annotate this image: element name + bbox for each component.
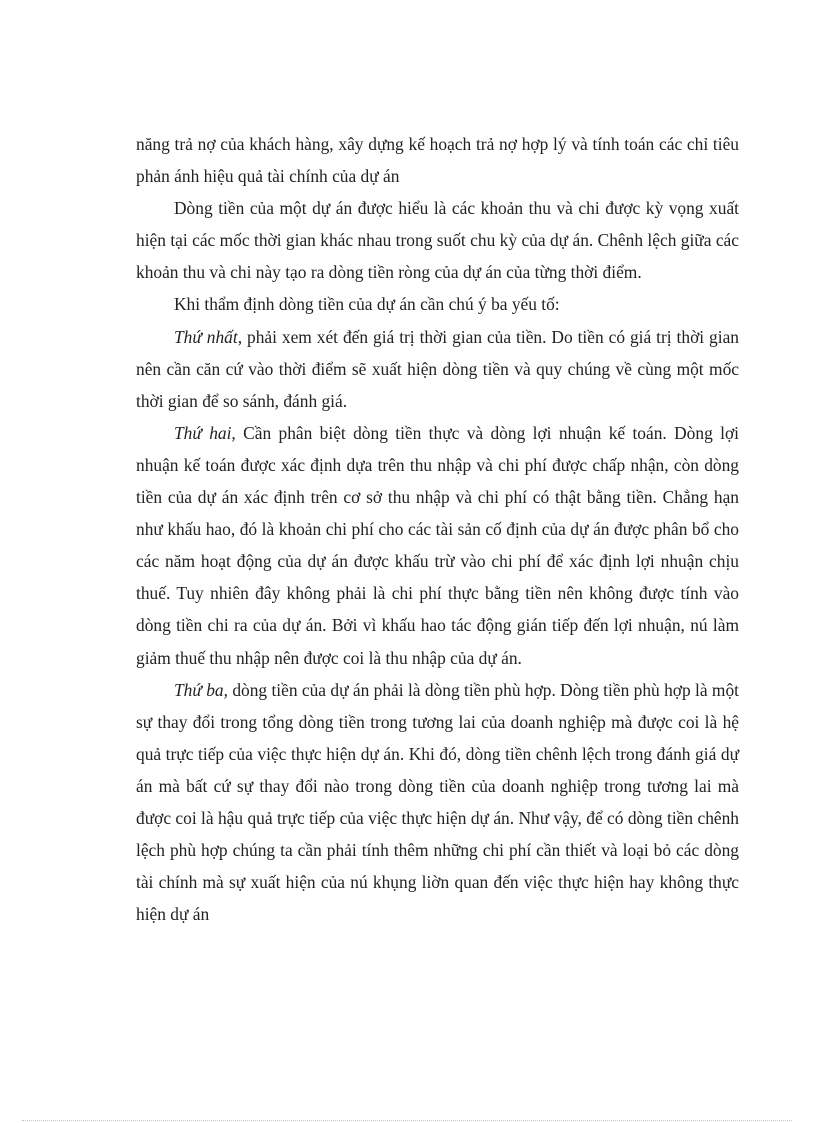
paragraph-text: Khi thẩm định dòng tiền của dự án cần chú ý ba yếu tố:: [174, 294, 560, 315]
paragraph-factor-second: [136, 417, 739, 674]
paragraph-continuation: [136, 128, 739, 192]
paragraph-lead: Thứ ba,: [174, 679, 228, 700]
paragraph-text: phải xem xét đến giá trị thời gian của tiền. Do tiền có giá trị thời gian nên cần căn cứ vào thời điểm sẽ xuất hiện dòng tiền và quy chúng về cùng một mốc thời gian để so sánh, đánh giá.: [136, 326, 739, 411]
paragraph-text: dòng tiền của dự án phải là dòng tiền phù hợp. Dòng tiền phù hợp là một sự thay đổi trong tổng dòng tiền trong tương lai của doanh nghiệp mà được coi là hệ quả trực tiếp của việc thực hiện dự án. Khi đó, dòng tiền chênh lệch trong đánh giá dự án mà bất cứ sự thay đổi nào trong dòng tiền của doanh nghiệp trong tương lai mà được coi là hậu quả trực tiếp của việc thực hiện dự án. Như vậy, để có dòng tiền chênh lệch phù hợp chúng ta cần phải tính thêm những chi phí cần thiết và loại bỏ các dòng tài chính mà sự xuất hiện của nú khụng liờn quan đến việc thực hiện hay không thực hiện dự án: [136, 679, 739, 925]
paragraph-factor-third: [136, 674, 739, 931]
paragraph-text: năng trả nợ của khách hàng, xây dựng kế hoạch trả nợ hợp lý và tính toán các chỉ tiêu phản ánh hiệu quả tài chính của dự án: [136, 134, 739, 187]
paragraph-lead: Thứ nhất,: [174, 326, 243, 347]
paragraph-text: Cần phân biệt dòng tiền thực và dòng lợi nhuận kế toán. Dòng lợi nhuận kế toán được xác định dựa trên thu nhập và chi phí được chấp nhận, còn dòng tiền của dự án xác định trên cơ sở thu nhập và chi phí có thật bằng tiền. Chẳng hạn như khấu hao, đó là khoản chi phí cho các tài sản cố định của dự án được phân bổ cho các năm hoạt động của dự án được khấu trừ vào chi phí để xác định lợi nhuận chịu thuế. Tuy nhiên đây không phải là chi phí thực bằng tiền nên không được tính vào dòng tiền chi ra của dự án. Bởi vì khấu hao tác động gián tiếp đến lợi nhuận, nú làm giảm thuế thu nhập nên được coi là thu nhập của dự án.: [136, 422, 739, 668]
paragraph-text: Dòng tiền của một dự án được hiểu là các khoản thu và chi được kỳ vọng xuất hiện tại các mốc thời gian khác nhau trong suốt chu kỳ của dự án. Chênh lệch giữa các khoản thu và chi này tạo ra dòng tiền ròng của dự án của từng thời điểm.: [136, 198, 739, 283]
body-text: [136, 128, 739, 930]
paragraph-factor-first: [136, 321, 739, 417]
paragraph-lead: Thứ hai,: [174, 422, 236, 443]
paragraph-cash-flow-definition: [136, 192, 739, 288]
paragraph-three-factors-intro: [136, 288, 739, 320]
page-bottom-rule: [22, 1120, 792, 1121]
